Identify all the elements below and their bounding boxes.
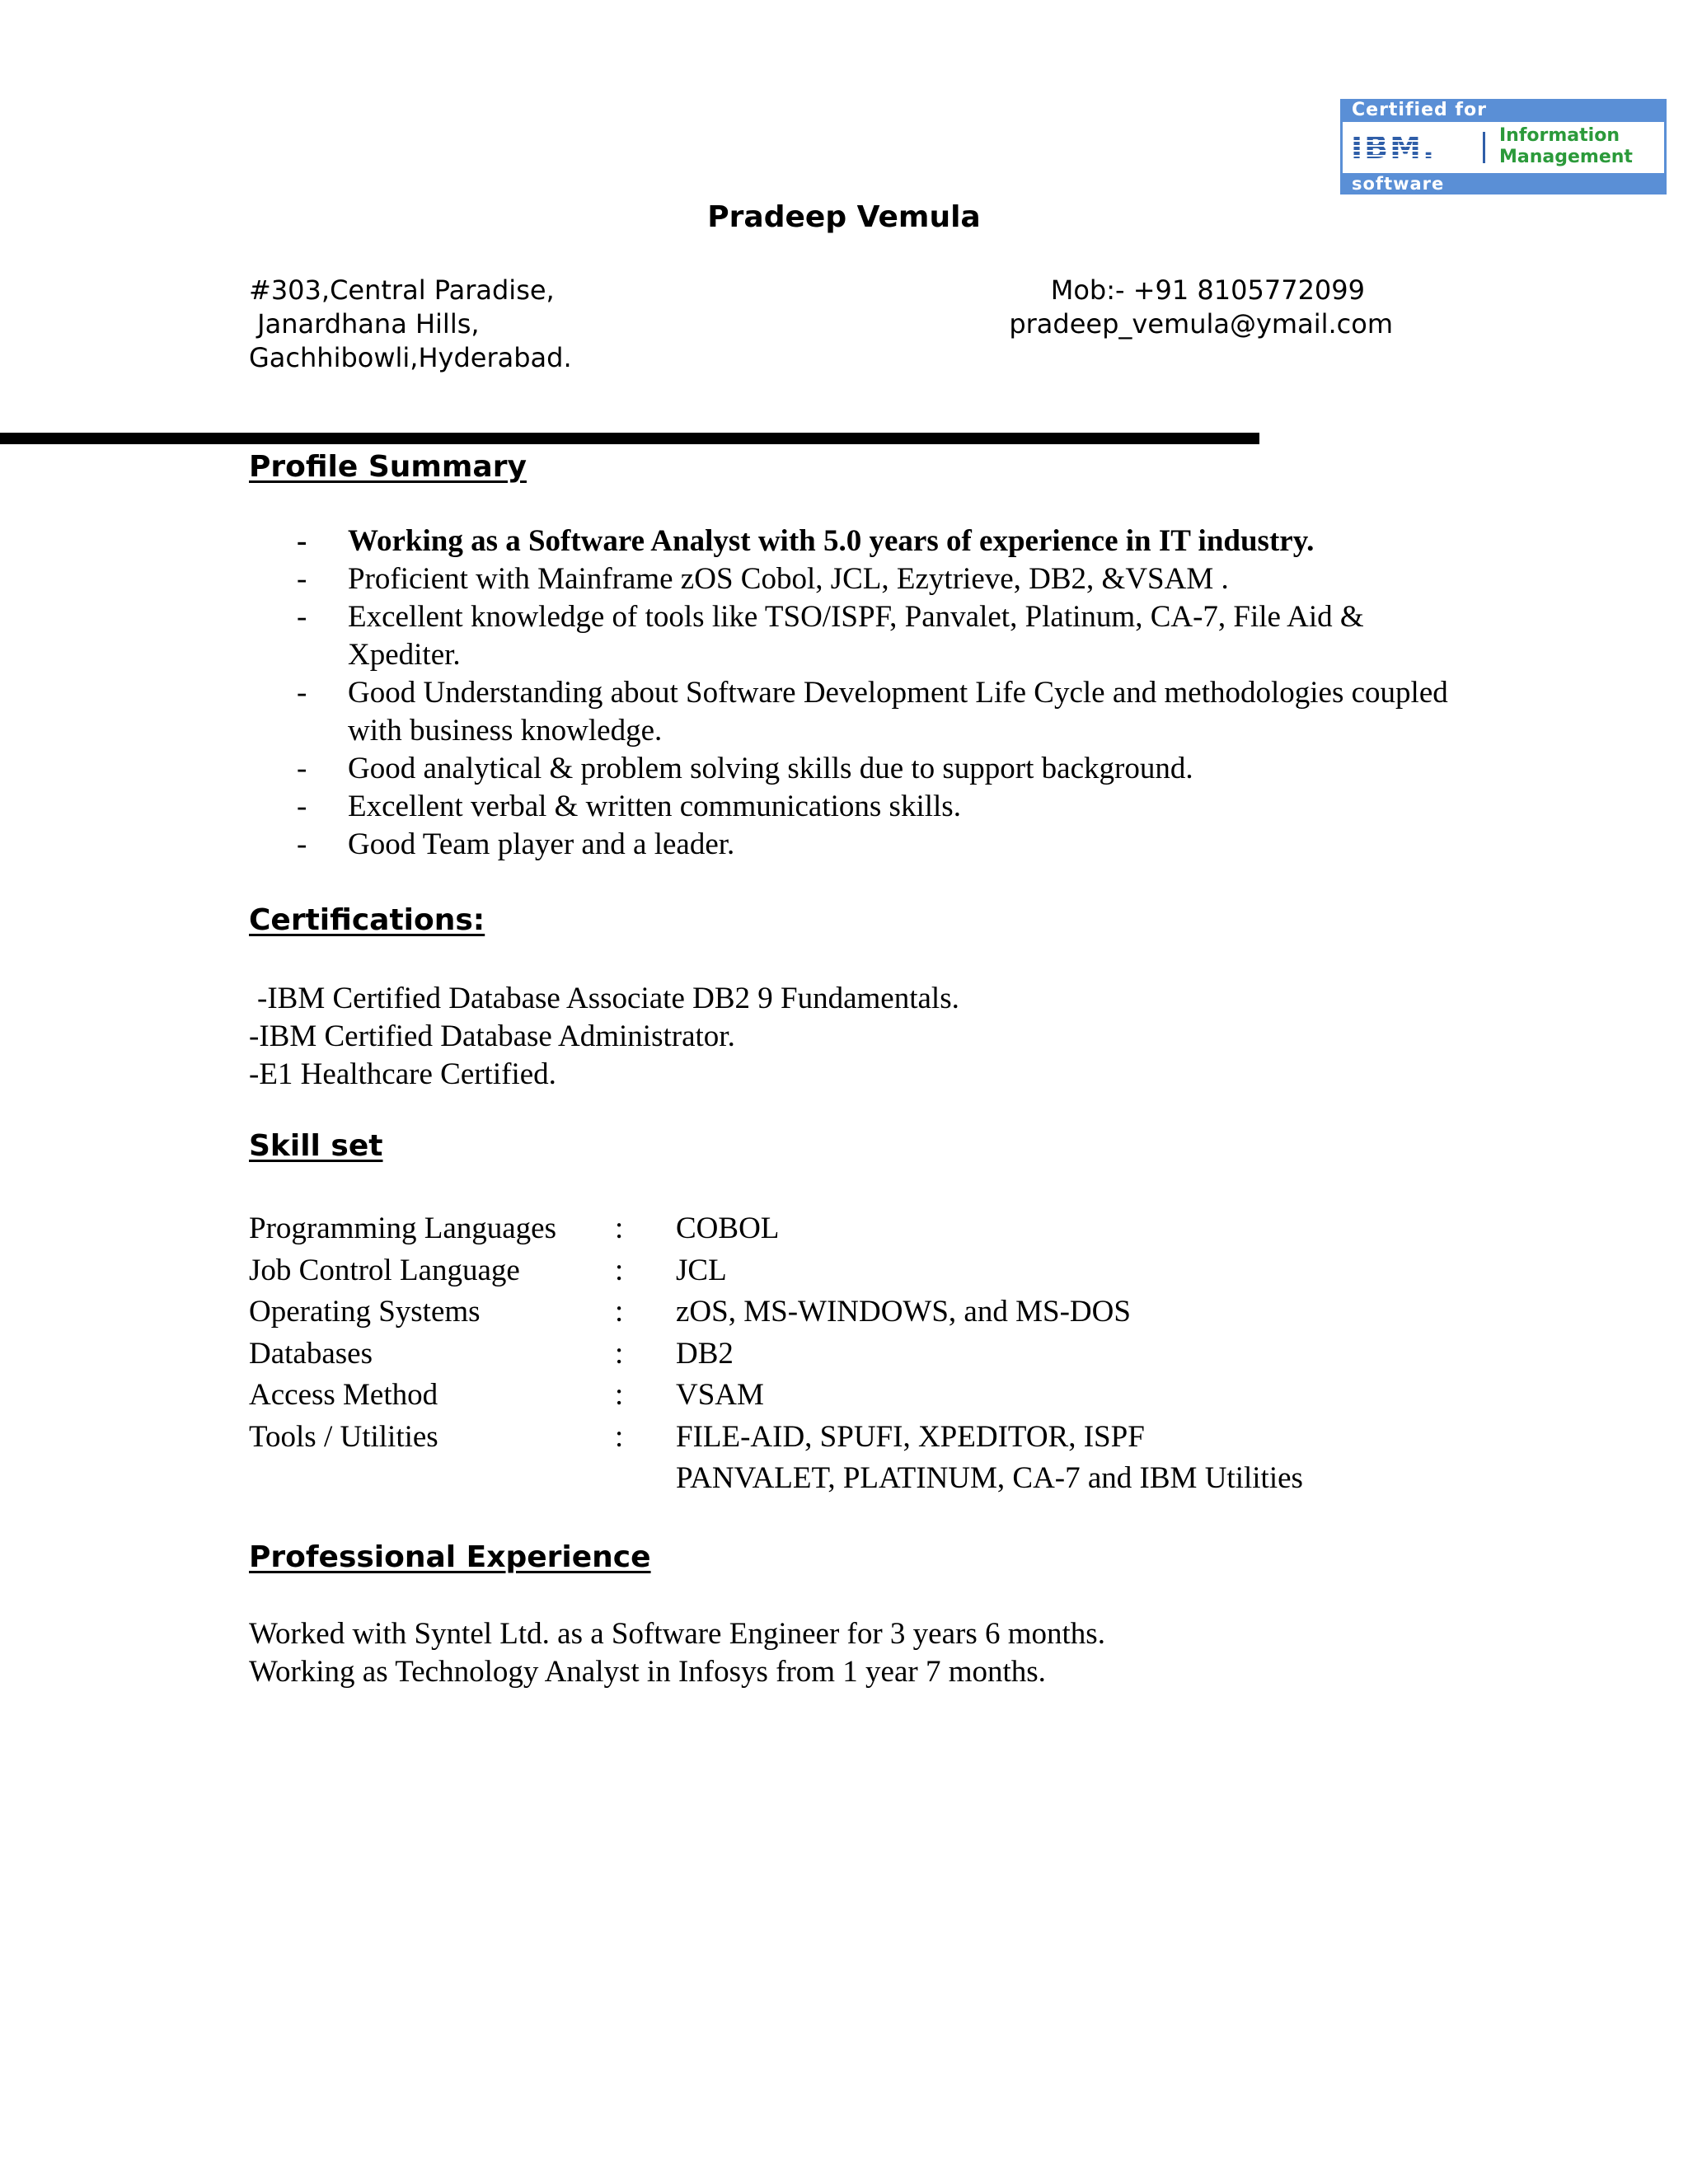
- bullet-dash: -: [297, 752, 307, 785]
- logo-info-line1: Information: [1499, 125, 1620, 146]
- list-item-text: Proficient with Mainframe zOS Cobol, JCL, Ezytrieve, DB2, &VSAM .: [348, 562, 1229, 596]
- list-item: [297, 523, 1451, 560]
- list-item: [297, 788, 1451, 826]
- bullet-dash: -: [297, 524, 307, 558]
- skill-value: JCL: [676, 1253, 727, 1287]
- logo-info-text: [1499, 125, 1633, 168]
- skill-value: COBOL: [676, 1212, 780, 1245]
- logo-bottom-bar: software: [1340, 173, 1667, 194]
- list-item: [297, 598, 1451, 674]
- list-item-text: Excellent knowledge of tools like TSO/ISPF, Panvalet, Platinum, CA-7, File Aid & Xpediter.: [348, 600, 1364, 672]
- skill-value: DB2: [676, 1336, 734, 1371]
- certifications-list: [249, 980, 959, 1094]
- bullet-dash: -: [297, 790, 307, 823]
- professional-experience-heading: Professional Experience: [249, 1540, 651, 1574]
- skill-label: Job Control Language: [249, 1253, 520, 1287]
- skill-separator: :: [615, 1419, 624, 1454]
- bullet-dash: -: [297, 827, 307, 861]
- address-line1: #303,Central Paradise,: [249, 274, 555, 306]
- list-item-text: Excellent verbal & written communications skills.: [348, 790, 961, 823]
- skill-separator: :: [615, 1212, 624, 1245]
- list-item: -E1 Healthcare Certified.: [249, 1057, 556, 1091]
- skill-separator: :: [615, 1295, 624, 1329]
- bullet-dash: -: [297, 600, 307, 634]
- logo-info-line2: Management: [1499, 147, 1633, 167]
- email-address: pradeep_vemula@ymail.com: [1009, 308, 1393, 340]
- skill-value-continuation: PANVALET, PLATINUM, CA-7 and IBM Utilities: [676, 1461, 1303, 1495]
- skill-separator: :: [615, 1336, 624, 1371]
- list-item-text: Good Team player and a leader.: [348, 827, 735, 861]
- address-block: [249, 274, 572, 375]
- divider-rule: [0, 433, 1259, 444]
- list-item: -IBM Certified Database Associate DB2 9 Fundamentals.: [257, 982, 959, 1015]
- address-line3: Gachhibowli,Hyderabad.: [249, 342, 572, 373]
- skill-value: zOS, MS-WINDOWS, and MS-DOS: [676, 1295, 1131, 1329]
- profile-summary-list: [297, 523, 1451, 864]
- experience-list: [249, 1615, 1105, 1691]
- profile-summary-heading: Profile Summary: [249, 450, 527, 484]
- skill-label: Tools / Utilities: [249, 1419, 438, 1454]
- candidate-name: Pradeep Vemula: [707, 200, 981, 234]
- skill-value: FILE-AID, SPUFI, XPEDITOR, ISPF: [676, 1419, 1145, 1454]
- list-item-text: Good analytical & problem solving skills due to support background.: [348, 752, 1193, 785]
- skill-label: Operating Systems: [249, 1295, 481, 1329]
- skill-label: Programming Languages: [249, 1212, 556, 1245]
- list-item: Working as Technology Analyst in Infosys from 1 year 7 months.: [249, 1655, 1046, 1689]
- bullet-dash: -: [297, 676, 307, 710]
- list-item-text: Working as a Software Analyst with 5.0 years of experience in IT industry.: [348, 524, 1315, 558]
- list-item: [297, 674, 1451, 750]
- skill-separator: :: [615, 1253, 624, 1287]
- list-item: Worked with Syntel Ltd. as a Software Engineer for 3 years 6 months.: [249, 1617, 1105, 1651]
- address-line2: Janardhana Hills,: [249, 308, 480, 340]
- list-item: [297, 560, 1451, 598]
- logo-separator: [1483, 132, 1485, 163]
- mobile-number: Mob:- +91 8105772099: [1050, 274, 1365, 306]
- skill-separator: :: [615, 1378, 624, 1412]
- bullet-dash: -: [297, 562, 307, 596]
- ibm-logo-text: IBM.: [1351, 129, 1437, 166]
- skill-label: Databases: [249, 1336, 373, 1371]
- list-item: -IBM Certified Database Administrator.: [249, 1019, 735, 1053]
- list-item-text: Good Understanding about Software Development Life Cycle and methodologies coupled with business knowledge.: [348, 676, 1448, 748]
- skill-set-heading: Skill set: [249, 1129, 383, 1163]
- list-item: [297, 826, 1451, 864]
- logo-top-bar: Certified for: [1340, 99, 1667, 122]
- list-item: [297, 750, 1451, 788]
- skill-value: VSAM: [676, 1378, 764, 1412]
- logo-middle: [1340, 122, 1667, 173]
- skill-label: Access Method: [249, 1378, 438, 1412]
- contact-block: [1009, 274, 1393, 341]
- certifications-heading: Certifications:: [249, 903, 485, 937]
- ibm-certified-logo: [1340, 99, 1667, 194]
